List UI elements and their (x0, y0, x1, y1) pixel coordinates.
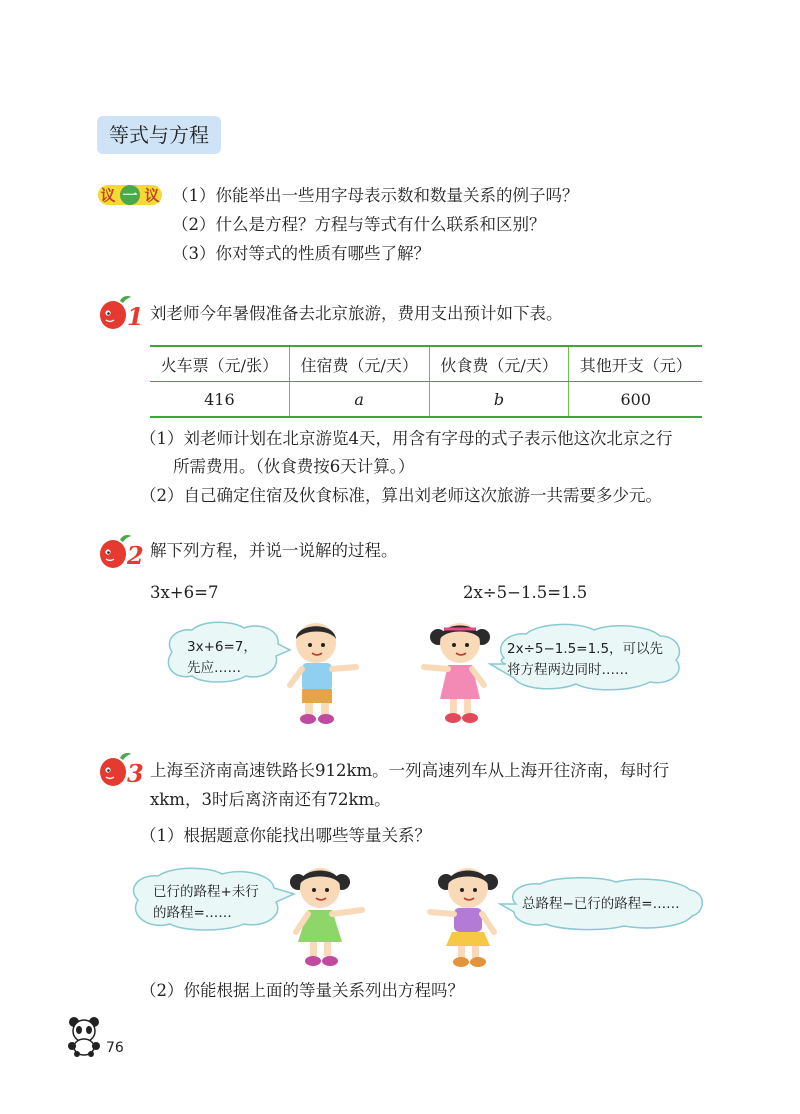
table-row (150, 382, 702, 418)
equation-2: 2x÷5−1.5=1.5 (463, 583, 588, 602)
bubble-boy-line-2: 先应…… (187, 660, 241, 676)
table-header-cell: 伙食费（元/天） (429, 346, 569, 382)
bubble-girl-3-text: 总路程−已行的路程=…… (522, 896, 680, 912)
table-cell: a (289, 382, 429, 418)
problem-3-line-2: xkm，3时后离济南还有72km。 (150, 790, 391, 809)
bubble-girl-2-line-2: 的路程=…… (153, 905, 232, 921)
discuss-question-2: （2）什么是方程？方程与等式有什么联系和区别？ (172, 215, 546, 234)
problem-1-question-1-line-2: 所需费用。（伙食费按6天计算。） (173, 457, 415, 476)
bubble-boy-line-1: 3x+6=7， (187, 639, 257, 655)
problem-number-icon-2 (98, 534, 144, 570)
problem-3-question-1: （1）根据题意你能找出哪些等量关系？ (140, 826, 431, 845)
discuss-question-3: （3）你对等式的性质有哪些了解？ (172, 244, 430, 263)
boy-illustration (278, 615, 360, 727)
page-number: 76 (106, 1040, 124, 1056)
girl-illustration-1 (418, 615, 500, 727)
bubble-girl-2-line-1: 已行的路程+未行 (153, 884, 259, 900)
problem-1-question-2: （2）自己确定住宿及伙食标准，算出刘老师这次旅游一共需要多少元。 (140, 486, 662, 505)
discuss-badge (97, 184, 163, 206)
section-title: 等式与方程 (97, 116, 221, 154)
table-header-row (150, 346, 702, 382)
table-cell: 600 (569, 382, 702, 418)
girl-illustration-3 (424, 860, 508, 970)
cost-table (150, 345, 702, 418)
table-header-cell: 火车票（元/张） (150, 346, 289, 382)
problem-number-2: 2 (127, 541, 144, 570)
problem-3-line-1: 上海至济南高速铁路长912km。一列高速列车从上海开往济南，每时行 (150, 761, 670, 780)
table-cell: b (429, 382, 569, 418)
table-header-cell: 住宿费（元/天） (289, 346, 429, 382)
table-header-cell: 其他开支（元） (569, 346, 702, 382)
problem-3-question-2: （2）你能根据上面的等量关系列出方程吗？ (140, 981, 464, 1000)
problem-2-text: 解下列方程，并说一说解的过程。 (150, 541, 398, 560)
problem-1-question-1-line-1: （1）刘老师计划在北京游览4天，用含有字母的式子表示他这次北京之行 (140, 429, 673, 448)
bubble-girl-1-line-1: 2x÷5−1.5=1.5，可以先 (507, 641, 664, 657)
problem-number-3: 3 (127, 759, 144, 788)
bubble-girl-1-line-2: 将方程两边同时…… (507, 662, 629, 678)
table-cell: 416 (150, 382, 289, 418)
girl-illustration-2 (282, 860, 366, 970)
problem-number-1: 1 (127, 302, 144, 331)
problem-number-icon-3 (98, 752, 144, 788)
discuss-badge-char-3: 议 (144, 186, 160, 205)
discuss-question-1: （1）你能举出一些用字母表示数和数量关系的例子吗？ (172, 186, 579, 205)
discuss-badge-char-2: 一 (122, 186, 138, 205)
problem-1-text: 刘老师今年暑假准备去北京旅游，费用支出预计如下表。 (150, 304, 563, 323)
problem-number-icon-1 (98, 295, 144, 331)
equation-1: 3x+6=7 (150, 583, 219, 602)
panda-icon (64, 1014, 106, 1056)
discuss-badge-char-1: 议 (100, 186, 116, 205)
